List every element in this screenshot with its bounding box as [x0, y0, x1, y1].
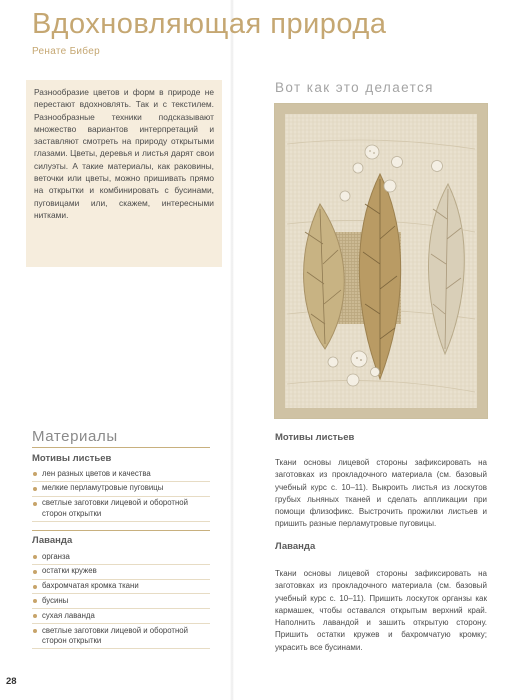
- list-item: сухая лаванда: [32, 609, 210, 624]
- materials-divider: [32, 447, 210, 448]
- materials-group-title-leaves: Мотивы листьев: [32, 453, 112, 464]
- list-item: остатки кружев: [32, 565, 210, 580]
- list-item: органза: [32, 550, 210, 565]
- card-photo: [275, 104, 487, 418]
- materials-list-lavender: [32, 550, 210, 649]
- list-item: лен разных цветов и качества: [32, 467, 210, 482]
- section-title-lavender: Лаванда: [275, 541, 316, 552]
- intro-box: [26, 80, 222, 267]
- section-title-leaves: Мотивы листьев: [275, 432, 355, 443]
- intro-text: Разнообразие цветов и форм в природе не перестают вдохновлять. Так и с текстилем. Разнообразные техники подсказывают множество вариантов интерпретаций и заставляют смотреть на природу открытыми глазами. Цветы, деревья и листья дарят свои силуэты. А такие материалы, как раковины, веточки или цветы, можно пришивать прямо на открытки и комбинировать с бусинами, пуговицами или, скажем, интересными нитками.: [34, 87, 214, 220]
- page-number: 28: [6, 676, 17, 687]
- materials-divider: [32, 530, 210, 531]
- section-text-lavender: Ткани основы лицевой стороны зафиксировать на заготовках из прокладочного материала (см. базовый учебный курс с. 10–11). Пришить лоскуток органзы как кармашек, чтобы оставался открытым верхний край. Наполнить лавандой и зашить открытую сторону. Пришить остатки кружев и бахромчатую кромку; украсить все бусинами.: [275, 569, 487, 652]
- list-item: мелкие перламутровые пуговицы: [32, 482, 210, 497]
- list-item: светлые заготовки лицевой и оборотной сторон открытки: [32, 497, 210, 522]
- section-text-leaves: Ткани основы лицевой стороны зафиксировать на заготовках из прокладочного материала (см. базовый учебный курс с. 10–11). Выкроить листья из лоскутов грубых льняных тканей и сделать аппликации при помощи флизофикс. Выстрочить прожилки листьев и пришить разные перламутровые пуговицы.: [275, 458, 487, 529]
- how-to-heading: Вот как это делается: [275, 80, 434, 95]
- materials-list-leaves: [32, 467, 210, 522]
- list-item: светлые заготовки лицевой и оборотной сторон открытки: [32, 624, 210, 649]
- materials-title: Материалы: [32, 428, 118, 445]
- leaf-card-illustration: [275, 104, 487, 418]
- page-gutter: [230, 0, 234, 700]
- list-item: бусины: [32, 594, 210, 609]
- materials-group-title-lavender: Лаванда: [32, 535, 73, 546]
- list-item: бахромчатая кромка ткани: [32, 580, 210, 595]
- author-name: Ренате Бибер: [32, 46, 100, 57]
- page-title: Вдохновляющая природа: [32, 8, 387, 40]
